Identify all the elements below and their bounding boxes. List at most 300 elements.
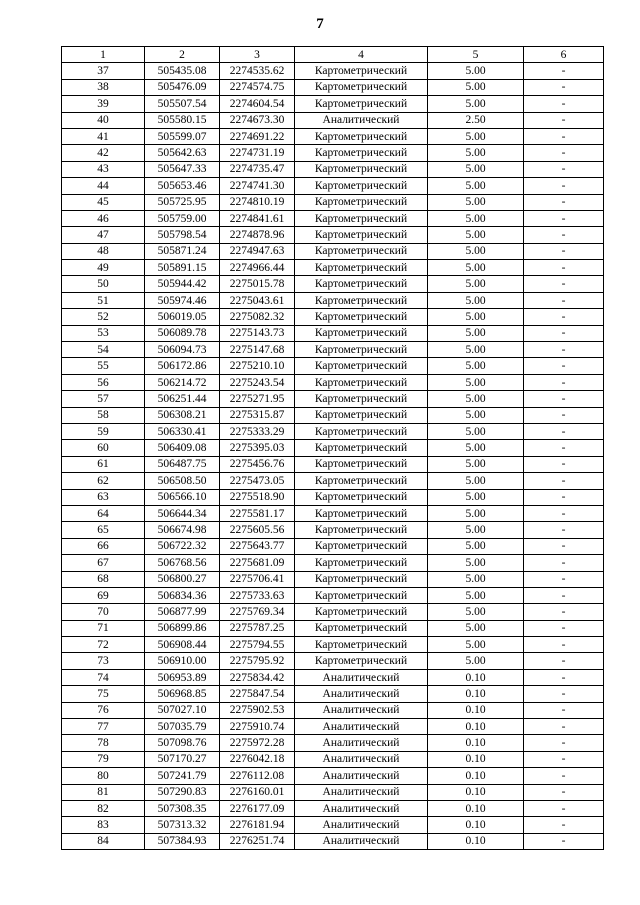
y-coordinate-cell: 2274810.19 [220, 194, 295, 210]
column-header-6: 6 [524, 47, 604, 63]
point-number-cell: 70 [62, 604, 145, 620]
table-row [62, 702, 604, 718]
accuracy-cell: 5.00 [428, 374, 524, 390]
note-cell: - [524, 768, 604, 784]
accuracy-cell: 5.00 [428, 309, 524, 325]
accuracy-cell: 5.00 [428, 555, 524, 571]
accuracy-cell: 5.00 [428, 96, 524, 112]
table-row [62, 538, 604, 554]
note-cell: - [524, 243, 604, 259]
accuracy-cell: 5.00 [428, 456, 524, 472]
note-cell: - [524, 407, 604, 423]
method-cell: Аналитический [295, 833, 428, 849]
note-cell: - [524, 686, 604, 702]
table-row [62, 194, 604, 210]
x-coordinate-cell: 506094.73 [145, 342, 220, 358]
table-row [62, 96, 604, 112]
note-cell: - [524, 456, 604, 472]
table-row [62, 325, 604, 341]
y-coordinate-cell: 2274735.47 [220, 161, 295, 177]
table-row [62, 522, 604, 538]
point-number-cell: 51 [62, 292, 145, 308]
accuracy-cell: 5.00 [428, 325, 524, 341]
accuracy-cell: 5.00 [428, 391, 524, 407]
point-number-cell: 82 [62, 800, 145, 816]
table-row [62, 227, 604, 243]
y-coordinate-cell: 2275795.92 [220, 653, 295, 669]
x-coordinate-cell: 507290.83 [145, 784, 220, 800]
note-cell: - [524, 112, 604, 128]
note-cell: - [524, 620, 604, 636]
note-cell: - [524, 587, 604, 603]
note-cell: - [524, 522, 604, 538]
note-cell: - [524, 653, 604, 669]
table-body [62, 63, 604, 850]
y-coordinate-cell: 2275972.28 [220, 735, 295, 751]
method-cell: Аналитический [295, 817, 428, 833]
y-coordinate-cell: 2275681.09 [220, 555, 295, 571]
table-row [62, 833, 604, 849]
note-cell: - [524, 260, 604, 276]
x-coordinate-cell: 505798.54 [145, 227, 220, 243]
method-cell: Картометрический [295, 128, 428, 144]
accuracy-cell: 5.00 [428, 178, 524, 194]
point-number-cell: 61 [62, 456, 145, 472]
table-row [62, 735, 604, 751]
table-row [62, 719, 604, 735]
y-coordinate-cell: 2275333.29 [220, 423, 295, 439]
method-cell: Картометрический [295, 358, 428, 374]
note-cell: - [524, 817, 604, 833]
column-header-3: 3 [220, 47, 295, 63]
y-coordinate-cell: 2274966.44 [220, 260, 295, 276]
x-coordinate-cell: 505944.42 [145, 276, 220, 292]
table-row [62, 391, 604, 407]
accuracy-cell: 5.00 [428, 620, 524, 636]
note-cell: - [524, 604, 604, 620]
note-cell: - [524, 161, 604, 177]
accuracy-cell: 0.10 [428, 735, 524, 751]
method-cell: Картометрический [295, 276, 428, 292]
x-coordinate-cell: 506508.50 [145, 473, 220, 489]
note-cell: - [524, 325, 604, 341]
x-coordinate-cell: 505974.46 [145, 292, 220, 308]
coordinates-table [61, 46, 604, 850]
accuracy-cell: 2.50 [428, 112, 524, 128]
accuracy-cell: 0.10 [428, 669, 524, 685]
note-cell: - [524, 145, 604, 161]
note-cell: - [524, 719, 604, 735]
note-cell: - [524, 473, 604, 489]
accuracy-cell: 0.10 [428, 768, 524, 784]
point-number-cell: 38 [62, 79, 145, 95]
y-coordinate-cell: 2274673.30 [220, 112, 295, 128]
method-cell: Картометрический [295, 456, 428, 472]
y-coordinate-cell: 2275518.90 [220, 489, 295, 505]
x-coordinate-cell: 505759.00 [145, 210, 220, 226]
point-number-cell: 83 [62, 817, 145, 833]
table-row [62, 309, 604, 325]
table-row [62, 358, 604, 374]
note-cell: - [524, 800, 604, 816]
note-cell: - [524, 489, 604, 505]
y-coordinate-cell: 2276251.74 [220, 833, 295, 849]
y-coordinate-cell: 2275902.53 [220, 702, 295, 718]
table-row [62, 210, 604, 226]
table-header [62, 47, 604, 63]
method-cell: Картометрический [295, 260, 428, 276]
accuracy-cell: 5.00 [428, 637, 524, 653]
table-row [62, 604, 604, 620]
y-coordinate-cell: 2274574.75 [220, 79, 295, 95]
point-number-cell: 81 [62, 784, 145, 800]
note-cell: - [524, 505, 604, 521]
point-number-cell: 66 [62, 538, 145, 554]
x-coordinate-cell: 505642.63 [145, 145, 220, 161]
point-number-cell: 54 [62, 342, 145, 358]
point-number-cell: 53 [62, 325, 145, 341]
note-cell: - [524, 309, 604, 325]
table-row [62, 276, 604, 292]
point-number-cell: 49 [62, 260, 145, 276]
accuracy-cell: 5.00 [428, 489, 524, 505]
accuracy-cell: 5.00 [428, 653, 524, 669]
point-number-cell: 79 [62, 751, 145, 767]
method-cell: Картометрический [295, 374, 428, 390]
note-cell: - [524, 833, 604, 849]
method-cell: Картометрический [295, 391, 428, 407]
accuracy-cell: 0.10 [428, 784, 524, 800]
accuracy-cell: 5.00 [428, 522, 524, 538]
x-coordinate-cell: 506877.99 [145, 604, 220, 620]
method-cell: Аналитический [295, 112, 428, 128]
x-coordinate-cell: 505435.08 [145, 63, 220, 79]
method-cell: Аналитический [295, 686, 428, 702]
x-coordinate-cell: 506214.72 [145, 374, 220, 390]
note-cell: - [524, 227, 604, 243]
accuracy-cell: 5.00 [428, 358, 524, 374]
y-coordinate-cell: 2276177.09 [220, 800, 295, 816]
point-number-cell: 40 [62, 112, 145, 128]
x-coordinate-cell: 506899.86 [145, 620, 220, 636]
method-cell: Картометрический [295, 309, 428, 325]
point-number-cell: 45 [62, 194, 145, 210]
accuracy-cell: 5.00 [428, 210, 524, 226]
x-coordinate-cell: 506674.98 [145, 522, 220, 538]
note-cell: - [524, 702, 604, 718]
table-row [62, 292, 604, 308]
note-cell: - [524, 342, 604, 358]
y-coordinate-cell: 2275605.56 [220, 522, 295, 538]
point-number-cell: 72 [62, 637, 145, 653]
point-number-cell: 63 [62, 489, 145, 505]
x-coordinate-cell: 506768.56 [145, 555, 220, 571]
y-coordinate-cell: 2275395.03 [220, 440, 295, 456]
note-cell: - [524, 63, 604, 79]
point-number-cell: 58 [62, 407, 145, 423]
x-coordinate-cell: 507313.32 [145, 817, 220, 833]
point-number-cell: 57 [62, 391, 145, 407]
y-coordinate-cell: 2275834.42 [220, 669, 295, 685]
y-coordinate-cell: 2275147.68 [220, 342, 295, 358]
table-row [62, 653, 604, 669]
x-coordinate-cell: 505599.07 [145, 128, 220, 144]
method-cell: Картометрический [295, 440, 428, 456]
table-row [62, 473, 604, 489]
y-coordinate-cell: 2274691.22 [220, 128, 295, 144]
accuracy-cell: 5.00 [428, 571, 524, 587]
y-coordinate-cell: 2275315.87 [220, 407, 295, 423]
method-cell: Картометрический [295, 161, 428, 177]
method-cell: Картометрический [295, 538, 428, 554]
note-cell: - [524, 735, 604, 751]
point-number-cell: 59 [62, 423, 145, 439]
x-coordinate-cell: 506834.36 [145, 587, 220, 603]
x-coordinate-cell: 506566.10 [145, 489, 220, 505]
table-row [62, 145, 604, 161]
accuracy-cell: 0.10 [428, 719, 524, 735]
point-number-cell: 77 [62, 719, 145, 735]
method-cell: Аналитический [295, 751, 428, 767]
y-coordinate-cell: 2274841.61 [220, 210, 295, 226]
note-cell: - [524, 210, 604, 226]
x-coordinate-cell: 505507.54 [145, 96, 220, 112]
point-number-cell: 84 [62, 833, 145, 849]
x-coordinate-cell: 505653.46 [145, 178, 220, 194]
method-cell: Картометрический [295, 292, 428, 308]
table-row [62, 489, 604, 505]
method-cell: Картометрический [295, 587, 428, 603]
accuracy-cell: 0.10 [428, 833, 524, 849]
method-cell: Картометрический [295, 79, 428, 95]
y-coordinate-cell: 2274535.62 [220, 63, 295, 79]
table-row [62, 79, 604, 95]
page-number: 7 [316, 16, 324, 32]
note-cell: - [524, 423, 604, 439]
method-cell: Картометрический [295, 423, 428, 439]
point-number-cell: 55 [62, 358, 145, 374]
accuracy-cell: 0.10 [428, 751, 524, 767]
method-cell: Аналитический [295, 669, 428, 685]
method-cell: Картометрический [295, 178, 428, 194]
table-row [62, 456, 604, 472]
y-coordinate-cell: 2275473.05 [220, 473, 295, 489]
note-cell: - [524, 637, 604, 653]
accuracy-cell: 5.00 [428, 79, 524, 95]
column-header-1: 1 [62, 47, 145, 63]
x-coordinate-cell: 507384.93 [145, 833, 220, 849]
accuracy-cell: 5.00 [428, 260, 524, 276]
point-number-cell: 73 [62, 653, 145, 669]
point-number-cell: 39 [62, 96, 145, 112]
table-row [62, 784, 604, 800]
point-number-cell: 76 [62, 702, 145, 718]
header-row [62, 47, 604, 63]
x-coordinate-cell: 507035.79 [145, 719, 220, 735]
point-number-cell: 74 [62, 669, 145, 685]
table-row [62, 571, 604, 587]
point-number-cell: 44 [62, 178, 145, 194]
point-number-cell: 78 [62, 735, 145, 751]
y-coordinate-cell: 2275082.32 [220, 309, 295, 325]
y-coordinate-cell: 2275706.41 [220, 571, 295, 587]
note-cell: - [524, 391, 604, 407]
table-row [62, 440, 604, 456]
y-coordinate-cell: 2275043.61 [220, 292, 295, 308]
point-number-cell: 37 [62, 63, 145, 79]
method-cell: Картометрический [295, 555, 428, 571]
method-cell: Аналитический [295, 702, 428, 718]
method-cell: Картометрический [295, 604, 428, 620]
x-coordinate-cell: 507241.79 [145, 768, 220, 784]
point-number-cell: 67 [62, 555, 145, 571]
table-row [62, 178, 604, 194]
y-coordinate-cell: 2275794.55 [220, 637, 295, 653]
point-number-cell: 65 [62, 522, 145, 538]
point-number-cell: 52 [62, 309, 145, 325]
y-coordinate-cell: 2275456.76 [220, 456, 295, 472]
x-coordinate-cell: 507027.10 [145, 702, 220, 718]
accuracy-cell: 5.00 [428, 194, 524, 210]
method-cell: Картометрический [295, 637, 428, 653]
method-cell: Картометрический [295, 522, 428, 538]
table-row [62, 555, 604, 571]
y-coordinate-cell: 2275143.73 [220, 325, 295, 341]
note-cell: - [524, 440, 604, 456]
table-row [62, 637, 604, 653]
y-coordinate-cell: 2275733.63 [220, 587, 295, 603]
table-row [62, 342, 604, 358]
accuracy-cell: 0.10 [428, 686, 524, 702]
y-coordinate-cell: 2275847.54 [220, 686, 295, 702]
x-coordinate-cell: 506251.44 [145, 391, 220, 407]
column-header-4: 4 [295, 47, 428, 63]
y-coordinate-cell: 2275210.10 [220, 358, 295, 374]
note-cell: - [524, 374, 604, 390]
method-cell: Картометрический [295, 145, 428, 161]
method-cell: Аналитический [295, 784, 428, 800]
table-row [62, 260, 604, 276]
accuracy-cell: 0.10 [428, 817, 524, 833]
note-cell: - [524, 194, 604, 210]
method-cell: Картометрический [295, 210, 428, 226]
y-coordinate-cell: 2274878.96 [220, 227, 295, 243]
note-cell: - [524, 538, 604, 554]
accuracy-cell: 5.00 [428, 276, 524, 292]
y-coordinate-cell: 2275787.25 [220, 620, 295, 636]
x-coordinate-cell: 506644.34 [145, 505, 220, 521]
x-coordinate-cell: 506089.78 [145, 325, 220, 341]
x-coordinate-cell: 507308.35 [145, 800, 220, 816]
table-row [62, 620, 604, 636]
table-row [62, 128, 604, 144]
table-row [62, 751, 604, 767]
point-number-cell: 50 [62, 276, 145, 292]
x-coordinate-cell: 505725.95 [145, 194, 220, 210]
x-coordinate-cell: 505476.09 [145, 79, 220, 95]
point-number-cell: 46 [62, 210, 145, 226]
y-coordinate-cell: 2275271.95 [220, 391, 295, 407]
x-coordinate-cell: 506330.41 [145, 423, 220, 439]
x-coordinate-cell: 506308.21 [145, 407, 220, 423]
y-coordinate-cell: 2276181.94 [220, 817, 295, 833]
method-cell: Аналитический [295, 768, 428, 784]
accuracy-cell: 5.00 [428, 440, 524, 456]
table-row [62, 374, 604, 390]
x-coordinate-cell: 506968.85 [145, 686, 220, 702]
note-cell: - [524, 79, 604, 95]
column-header-5: 5 [428, 47, 524, 63]
x-coordinate-cell: 506910.00 [145, 653, 220, 669]
note-cell: - [524, 751, 604, 767]
point-number-cell: 62 [62, 473, 145, 489]
point-number-cell: 43 [62, 161, 145, 177]
method-cell: Картометрический [295, 227, 428, 243]
point-number-cell: 71 [62, 620, 145, 636]
y-coordinate-cell: 2274604.54 [220, 96, 295, 112]
accuracy-cell: 5.00 [428, 227, 524, 243]
table-row [62, 407, 604, 423]
method-cell: Картометрический [295, 620, 428, 636]
accuracy-cell: 0.10 [428, 800, 524, 816]
table-row [62, 243, 604, 259]
note-cell: - [524, 128, 604, 144]
x-coordinate-cell: 506953.89 [145, 669, 220, 685]
note-cell: - [524, 178, 604, 194]
note-cell: - [524, 784, 604, 800]
y-coordinate-cell: 2274947.63 [220, 243, 295, 259]
point-number-cell: 56 [62, 374, 145, 390]
method-cell: Картометрический [295, 505, 428, 521]
note-cell: - [524, 669, 604, 685]
point-number-cell: 68 [62, 571, 145, 587]
accuracy-cell: 0.10 [428, 702, 524, 718]
y-coordinate-cell: 2274731.19 [220, 145, 295, 161]
note-cell: - [524, 96, 604, 112]
x-coordinate-cell: 506172.86 [145, 358, 220, 374]
x-coordinate-cell: 507170.27 [145, 751, 220, 767]
y-coordinate-cell: 2275015.78 [220, 276, 295, 292]
method-cell: Картометрический [295, 489, 428, 505]
accuracy-cell: 5.00 [428, 161, 524, 177]
y-coordinate-cell: 2275769.34 [220, 604, 295, 620]
accuracy-cell: 5.00 [428, 292, 524, 308]
point-number-cell: 47 [62, 227, 145, 243]
method-cell: Картометрический [295, 63, 428, 79]
accuracy-cell: 5.00 [428, 128, 524, 144]
table-row [62, 112, 604, 128]
method-cell: Картометрический [295, 407, 428, 423]
x-coordinate-cell: 506722.32 [145, 538, 220, 554]
accuracy-cell: 5.00 [428, 342, 524, 358]
accuracy-cell: 5.00 [428, 407, 524, 423]
accuracy-cell: 5.00 [428, 538, 524, 554]
y-coordinate-cell: 2275910.74 [220, 719, 295, 735]
accuracy-cell: 5.00 [428, 243, 524, 259]
column-header-2: 2 [145, 47, 220, 63]
method-cell: Картометрический [295, 96, 428, 112]
point-number-cell: 41 [62, 128, 145, 144]
x-coordinate-cell: 505891.15 [145, 260, 220, 276]
point-number-cell: 64 [62, 505, 145, 521]
note-cell: - [524, 292, 604, 308]
y-coordinate-cell: 2275243.54 [220, 374, 295, 390]
method-cell: Картометрический [295, 325, 428, 341]
point-number-cell: 48 [62, 243, 145, 259]
table-row [62, 817, 604, 833]
method-cell: Картометрический [295, 653, 428, 669]
x-coordinate-cell: 505871.24 [145, 243, 220, 259]
